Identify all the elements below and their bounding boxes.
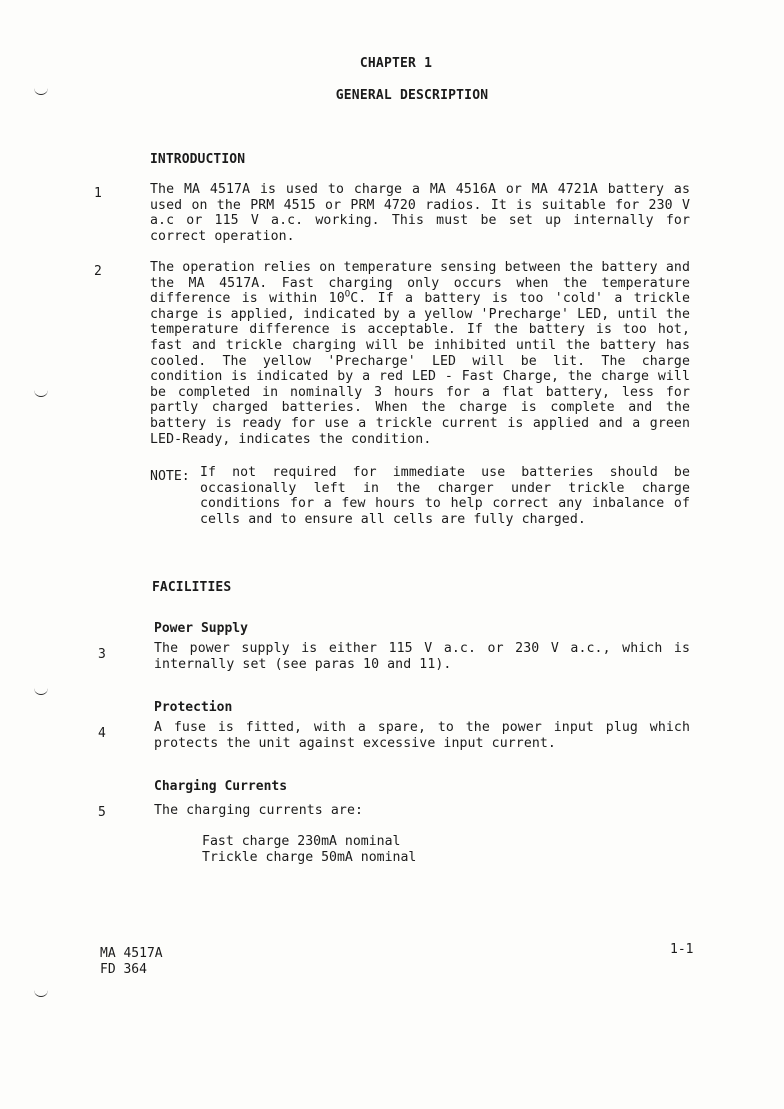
list-item: Fast charge 230mA nominal: [202, 834, 401, 849]
section-heading-facilities: FACILITIES: [152, 580, 232, 595]
sub-heading-power-supply: Power Supply: [154, 621, 248, 636]
sub-heading-charging-currents: Charging Currents: [154, 779, 288, 794]
paragraph-text-part: The operation relies on temperature sensing between the battery and the MA 4517A. Fast charging only occurs when the temperature difference is within 10: [150, 260, 690, 307]
paragraph-number: 3: [98, 647, 106, 662]
paragraph-text: A fuse is fitted, with a spare, to the power input plug which protects the unit against excessive input current.: [154, 720, 690, 751]
document-reference: FD 364: [100, 962, 147, 977]
paragraph-number: 2: [94, 264, 102, 279]
note-text: If not required for immediate use batteries should be occasionally left in the charger under trickle charge conditions for a few hours to help correct any inbalance of cells and to ensure all cells are fully charged.: [200, 465, 690, 527]
document-number: MA 4517A: [100, 946, 163, 961]
list-item: Trickle charge 50mA nominal: [202, 850, 417, 865]
section-heading-introduction: INTRODUCTION: [150, 152, 246, 167]
sub-heading-protection: Protection: [154, 700, 233, 715]
paragraph-text: The charging currents are:: [154, 803, 364, 818]
binder-punch-mark: [34, 990, 48, 997]
degree-superscript: O: [344, 289, 351, 300]
paragraph-text: [150, 260, 690, 447]
binder-punch-mark: [34, 390, 48, 397]
paragraph-number: 5: [98, 805, 106, 820]
chapter-title: GENERAL DESCRIPTION: [335, 88, 489, 103]
paragraph-text: The MA 4517A is used to charge a MA 4516A or MA 4721A battery as used on the PRM 4515 or PRM 4720 radios. It is suitable for 230 V a.c or 115 V a.c. working. This must be set up internally for correct operation.: [150, 182, 690, 244]
paragraph-text: The power supply is either 115 V a.c. or 230 V a.c., which is internally set (see paras 10 and 11).: [154, 641, 690, 672]
paragraph-text-part: C. If a battery is too 'cold' a trickle charge is applied, indicated by a yellow 'Precharge' LED, until the temperature difference is acceptable. If the battery is too hot, fast and trickle charging will be inhibited until the battery has cooled. The yellow 'Precharge' LED will be lit. The charge condition is indicated by a red LED - Fast Charge, the charge will be completed in nominally 3 hours for a flat battery, less for partly charged batteries. When the charge is complete and the battery is ready for use a trickle current is applied and a green LED-Ready, indicates the condition.: [150, 291, 690, 447]
paragraph-number: 4: [98, 726, 106, 741]
paragraph-number: 1: [94, 186, 102, 201]
binder-punch-mark: [34, 688, 48, 695]
chapter-number: CHAPTER 1: [359, 56, 433, 71]
note-label: NOTE:: [150, 469, 190, 484]
page-number: 1-1: [670, 942, 694, 957]
